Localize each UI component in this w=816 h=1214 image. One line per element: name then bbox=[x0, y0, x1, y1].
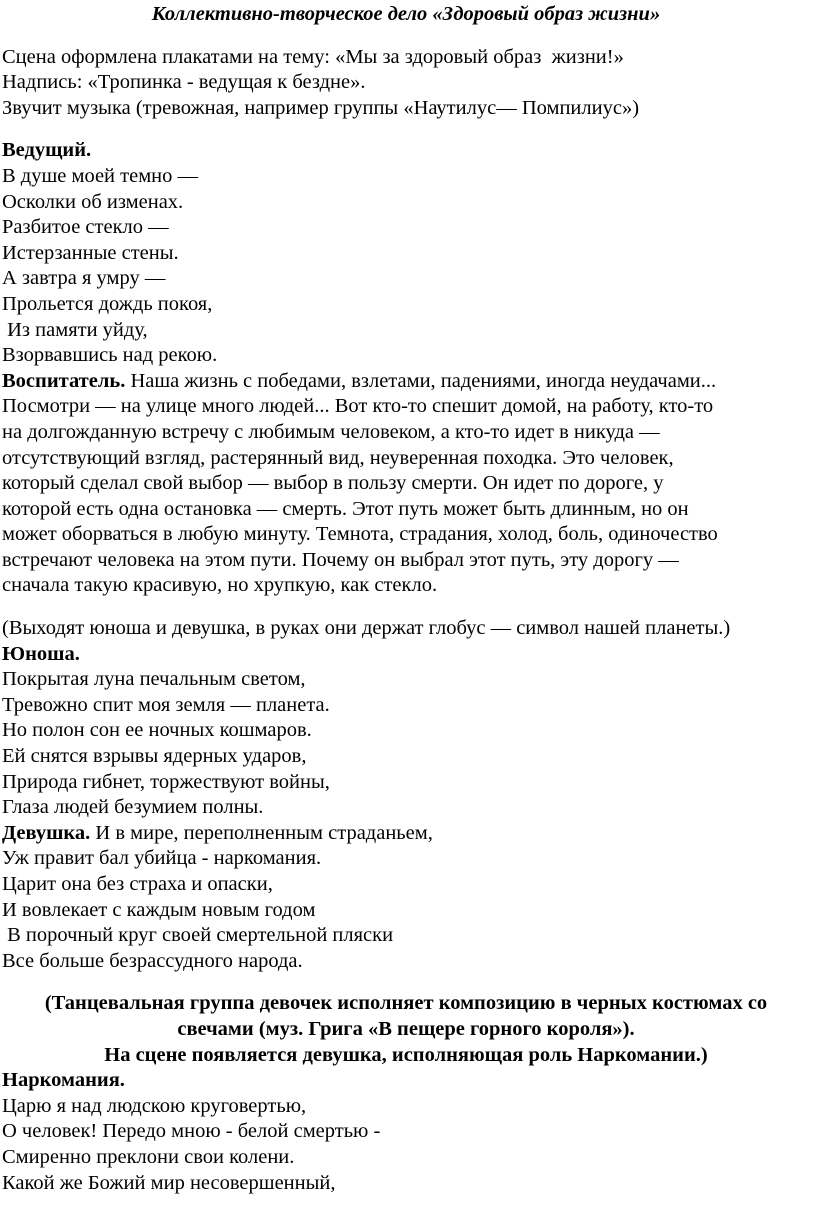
prose-line: отсутствующий взгляд, растерянный вид, неуверенная походка. Это человек, bbox=[2, 446, 674, 469]
speaker-host: Ведущий. bbox=[2, 139, 92, 162]
teacher-block bbox=[2, 369, 810, 599]
dance-stage-direction bbox=[2, 991, 810, 1068]
stage-direction-line: свечами (муз. Грига «В пещере горного короля»). bbox=[177, 1017, 635, 1040]
speaker-addiction: Наркомания. bbox=[2, 1069, 125, 1092]
verse-line: Царит она без страха и опаски, bbox=[2, 873, 273, 895]
verse-line: Какой же Божий мир несовершенный, bbox=[2, 1171, 336, 1194]
verse-line: Осколки об изменах. bbox=[2, 190, 184, 213]
prose-line: который сделал свой выбор — выбор в пользу смерти. Он идет по дороге, у bbox=[2, 472, 664, 495]
intro-block bbox=[2, 45, 810, 122]
verse-line: В душе моей темно — bbox=[2, 164, 199, 187]
verse-line: Истерзанные стены. bbox=[2, 241, 179, 264]
intro-line: Сцена оформлена плакатами на тему: «Мы за здоровый образ жизни!» bbox=[2, 45, 624, 68]
intro-line: Звучит музыка (тревожная, например группы «Наутилус— Помпилиус») bbox=[2, 96, 640, 119]
verse-line: Смиренно преклони свои колени. bbox=[2, 1145, 295, 1168]
document-title: Коллективно-творческое дело «Здоровый образ жизни» bbox=[151, 3, 661, 25]
verse-line: Взорвавшись над рекою. bbox=[2, 344, 218, 367]
speaker-girl: Девушка. bbox=[2, 821, 91, 844]
intro-line: Надпись: «Тропинка - ведущая к бездне». bbox=[2, 71, 366, 94]
verse-line: Из памяти уйду, bbox=[2, 318, 148, 341]
verse-line: А завтра я умру — bbox=[2, 267, 166, 290]
prose-line: на долгожданную встречу с любимым человеком, а кто-то идет в никуда — bbox=[2, 420, 660, 443]
youth-block bbox=[2, 642, 810, 821]
host-block bbox=[2, 138, 810, 368]
verse-line: Покрытая луна печальным светом, bbox=[2, 668, 306, 691]
speaker-teacher: Воспитатель. bbox=[2, 369, 126, 392]
teacher-first-line: Наша жизнь с победами, взлетами, падениями, иногда неудачами... bbox=[125, 369, 717, 392]
verse-line: Природа гибнет, торжествуют войны, bbox=[2, 770, 330, 793]
verse-line: И вовлекает с каждым новым годом bbox=[2, 898, 316, 921]
prose-line: Посмотри — на улице много людей... Вот кто-то спешит домой, на работу, кто-то bbox=[2, 395, 714, 418]
verse-line: В порочный круг своей смертельной пляски bbox=[2, 924, 394, 947]
verse-line: Царю я над людскою круговертью, bbox=[2, 1094, 307, 1117]
prose-line: которой есть одна остановка — смерть. Этот путь может быть длинным, но он bbox=[2, 497, 689, 520]
verse-line: Ей снятся взрывы ядерных ударов, bbox=[2, 745, 307, 768]
prose-line: может оборваться в любую минуту. Темнота, страдания, холод, боль, одиночество bbox=[2, 523, 718, 546]
girl-first-line: И в мире, переполненным страданьем, bbox=[90, 821, 433, 844]
stage-direction: (Выходят юноша и девушка, в руках они держат глобус — символ нашей планеты.) bbox=[2, 617, 731, 640]
verse-line: О человек! Передо мною - белой смертью - bbox=[2, 1120, 381, 1143]
verse-line: Глаза людей безумием полны. bbox=[2, 796, 264, 819]
verse-line: Уж правит бал убийца - наркомания. bbox=[2, 847, 322, 870]
stage-direction-line: (Танцевальная группа девочек исполняет композицию в черных костюмах со bbox=[44, 992, 768, 1015]
prose-line: встречают человека на этом пути. Почему он выбрал этот путь, эту дорогу — bbox=[2, 548, 679, 571]
verse-line: Все больше безрассудного народа. bbox=[2, 949, 303, 972]
verse-line: Но полон сон ее ночных кошмаров. bbox=[2, 719, 312, 742]
verse-line: Разбитое стекло — bbox=[2, 216, 169, 239]
stage-direction-line: На сцене появляется девушка, исполняющая роль Наркомании.) bbox=[104, 1043, 708, 1066]
verse-line: Тревожно спит моя земля — планета. bbox=[2, 693, 330, 716]
addiction-block bbox=[2, 1068, 810, 1196]
prose-line: сначала такую красивую, но хрупкую, как стекло. bbox=[2, 574, 438, 597]
verse-line: Прольется дождь покоя, bbox=[2, 292, 213, 315]
girl-block bbox=[2, 821, 810, 975]
speaker-youth: Юноша. bbox=[2, 642, 80, 665]
